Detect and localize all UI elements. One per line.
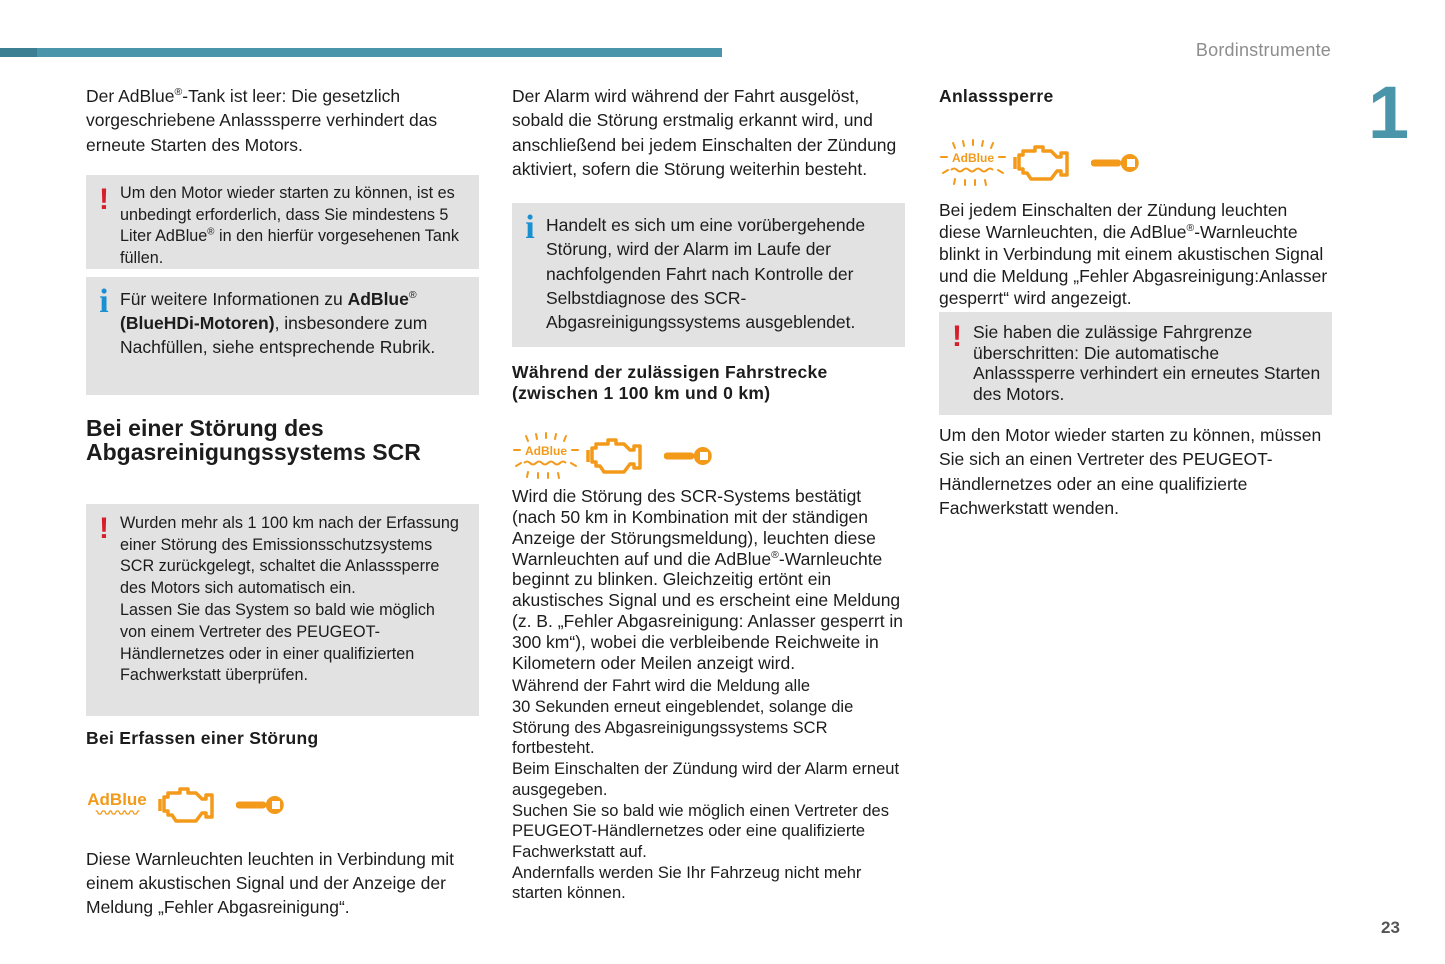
section-title: Bordinstrumente bbox=[1195, 40, 1331, 60]
info-text-a: Für weitere Informationen zu bbox=[120, 288, 348, 309]
info-box-temporary bbox=[512, 203, 905, 347]
reminder-line: Fachwerkstatt auf. bbox=[512, 842, 647, 861]
adblue-label: AdBlue bbox=[525, 444, 567, 459]
info-bold-engines: (BlueHDi-Motoren) bbox=[120, 313, 275, 334]
engine-check-icon bbox=[1013, 141, 1075, 185]
warning-text-b: in den hierfür vorgesehenen Tank füllen. bbox=[120, 227, 459, 268]
confirmed-fault-paragraph bbox=[512, 486, 905, 673]
adblue-warning-icon bbox=[512, 432, 580, 480]
header-accent-bar-end bbox=[0, 48, 37, 57]
warning-line: Wurden mehr als 1 100 km nach der Erfassung bbox=[120, 513, 459, 532]
start-lock-paragraph bbox=[939, 199, 1332, 309]
indicator-row-start-lock bbox=[939, 135, 1332, 191]
warning-line: Händlernetzes oder in einer qualifizierten bbox=[120, 644, 415, 663]
adblue-label: AdBlue bbox=[952, 151, 994, 165]
warning-box-refill bbox=[86, 175, 479, 269]
info-icon: i bbox=[99, 282, 109, 320]
adblue-warning-icon bbox=[939, 139, 1007, 187]
warning-line: des Motors sich automatisch ein. bbox=[120, 579, 356, 598]
intro-text-b: -Tank ist leer: Die gesetzlich vorgeschriebene Anlasssperre verhindert das erneute Starten des Motors. bbox=[86, 86, 438, 155]
indicator-row-detection bbox=[86, 777, 479, 833]
alarm-paragraph: Der Alarm wird während der Fahrt ausgelöst, sobald die Störung erstmalig erkannt wird, und anschließend bei jedem Einschalten der Zündung aktiviert, sofern die Störung weiterhin besteht. bbox=[512, 86, 897, 179]
info-text: Handelt es sich um eine vorübergehende Störung, wird der Alarm im Laufe der nachfolgenden Fahrt nach Kontrolle der Selbstdiagnose des SCR-Abgasreinigungssystems ausgeblendet. bbox=[546, 215, 866, 333]
adblue-warning-icon: AdBlue 〰〰〰 bbox=[87, 789, 147, 822]
closing-paragraph: Diese Warnleuchten leuchten in Verbindung mit einem akustischen Signal und der Anzeige der Meldung „Fehler Abgasreinigung“. bbox=[86, 848, 455, 918]
registered-mark: ® bbox=[174, 86, 183, 99]
info-text-b: , insbesondere zum Nachfüllen, siehe entsprechende Rubrik. bbox=[120, 313, 436, 358]
reminder-line: Andernfalls werden Sie Ihr Fahrzeug nicht mehr bbox=[512, 863, 862, 882]
reminder-line: ausgegeben. bbox=[512, 780, 608, 799]
column-1 bbox=[86, 84, 479, 920]
warning-box-limit-exceeded bbox=[939, 312, 1332, 415]
intro-text-a: Der AdBlue bbox=[86, 86, 175, 106]
reminder-lines bbox=[512, 676, 905, 904]
confirmed-text-b: -Warnleuchte beginnt zu blinken. Gleichzeitig ertönt ein akustisches Signal und es erscheint eine Meldung (z. B. „Fehler Abgasreinigung: Anlasser gesperrt in 300 km“), wobei die verbleibende Reichweite in Kilometern oder Meilen anzeigt wird. bbox=[512, 548, 904, 673]
warning-text bbox=[120, 183, 469, 270]
warning-text-a: Um den Motor wieder starten zu können, ist es unbedingt erforderlich, dass Sie mindestens 5 Liter AdBlue bbox=[120, 183, 455, 246]
engine-check-icon bbox=[586, 434, 648, 478]
wrench-service-icon bbox=[662, 443, 714, 469]
start-lock-text-a: Bei jedem Einschalten der Zündung leuchten diese Warnleuchten, die AdBlue bbox=[939, 200, 1288, 242]
wrench-service-icon bbox=[1089, 150, 1141, 176]
reminder-line: Während der Fahrt wird die Meldung alle bbox=[512, 677, 811, 696]
contact-dealer-paragraph: Um den Motor wieder starten zu können, müssen Sie sich an einen Vertreter des PEUGEOT-Händlernetzes oder an eine qualifizierte Fachwerkstatt wenden. bbox=[939, 425, 1322, 518]
subheading-allowed-distance: Während der zulässigen Fahrstrecke (zwischen 1 100 km und 0 km) bbox=[512, 362, 828, 404]
warning-line: Fachwerkstatt überprüfen. bbox=[120, 666, 309, 685]
reminder-line: 30 Sekunden erneut eingeblendet, solange die bbox=[512, 698, 854, 717]
adblue-label: AdBlue bbox=[87, 789, 147, 809]
wrench-service-icon bbox=[234, 792, 286, 818]
warning-box-startlock bbox=[86, 504, 479, 716]
registered-mark: ® bbox=[207, 227, 215, 239]
column-2 bbox=[512, 84, 905, 904]
info-box-adblue bbox=[86, 277, 479, 395]
header-accent-bar bbox=[0, 48, 722, 57]
reminder-line: fortbesteht. bbox=[512, 739, 595, 758]
info-text bbox=[120, 287, 469, 360]
warning-exclamation-icon: ! bbox=[99, 182, 109, 216]
registered-mark: ® bbox=[771, 548, 779, 561]
registered-mark: ® bbox=[1186, 222, 1195, 235]
registered-mark: ® bbox=[408, 289, 417, 302]
start-lock-text-b: -Warnleuchte blinkt in Verbindung mit einem akustischen Signal und die Meldung „Fehler Abgasreinigung:Anlasser gesperrt“ wird angezeigt. bbox=[939, 222, 1328, 308]
column-3 bbox=[939, 84, 1332, 520]
heading-start-lock: Anlasssperre bbox=[939, 86, 1054, 106]
subheading-detection: Bei Erfassen einer Störung bbox=[86, 727, 319, 748]
reminder-line: PEUGEOT-Händlernetzes oder eine qualifizierte bbox=[512, 822, 866, 841]
reminder-line: Beim Einschalten der Zündung wird der Alarm erneut bbox=[512, 760, 900, 779]
warning-line: Lassen Sie das System so bald wie möglich bbox=[120, 601, 435, 620]
chapter-number: 1 bbox=[1368, 71, 1410, 154]
warning-lines bbox=[120, 513, 469, 687]
engine-check-icon bbox=[158, 783, 220, 827]
section-heading-scr: Bei einer Störung des Abgasreinigungssystems SCR bbox=[86, 414, 421, 465]
warning-exclamation-icon: ! bbox=[952, 320, 962, 353]
info-bold-adblue: AdBlue bbox=[347, 288, 409, 309]
info-icon: i bbox=[525, 209, 535, 247]
reminder-line: Suchen Sie so bald wie möglich einen Vertreter des bbox=[512, 801, 889, 820]
reminder-line: starten können. bbox=[512, 884, 626, 903]
indicator-row-allowed-distance bbox=[512, 428, 905, 484]
warning-line: SCR zurückgelegt, schaltet die Anlasssperre bbox=[120, 557, 440, 576]
page-number: 23 bbox=[1381, 918, 1400, 937]
confirmed-text-a: Wird die Störung des SCR-Systems bestätigt (nach 50 km in Kombination mit der ständigen Anzeige der Störungsmeldung), leuchten diese Warnleuchten auf und die AdBlue bbox=[512, 486, 876, 569]
intro-paragraph bbox=[86, 84, 479, 157]
warning-line: einer Störung des Emissionsschutzsystems bbox=[120, 535, 433, 554]
warning-exclamation-icon: ! bbox=[99, 511, 109, 545]
reminder-line: Störung des Abgasreinigungssystems SCR bbox=[512, 718, 828, 737]
warning-line: von einem Vertreter des PEUGEOT- bbox=[120, 622, 381, 641]
warning-text: Sie haben die zulässige Fahrgrenze überschritten: Die automatische Anlasssperre verhindert ein erneutes Starten des Motors. bbox=[973, 322, 1321, 405]
